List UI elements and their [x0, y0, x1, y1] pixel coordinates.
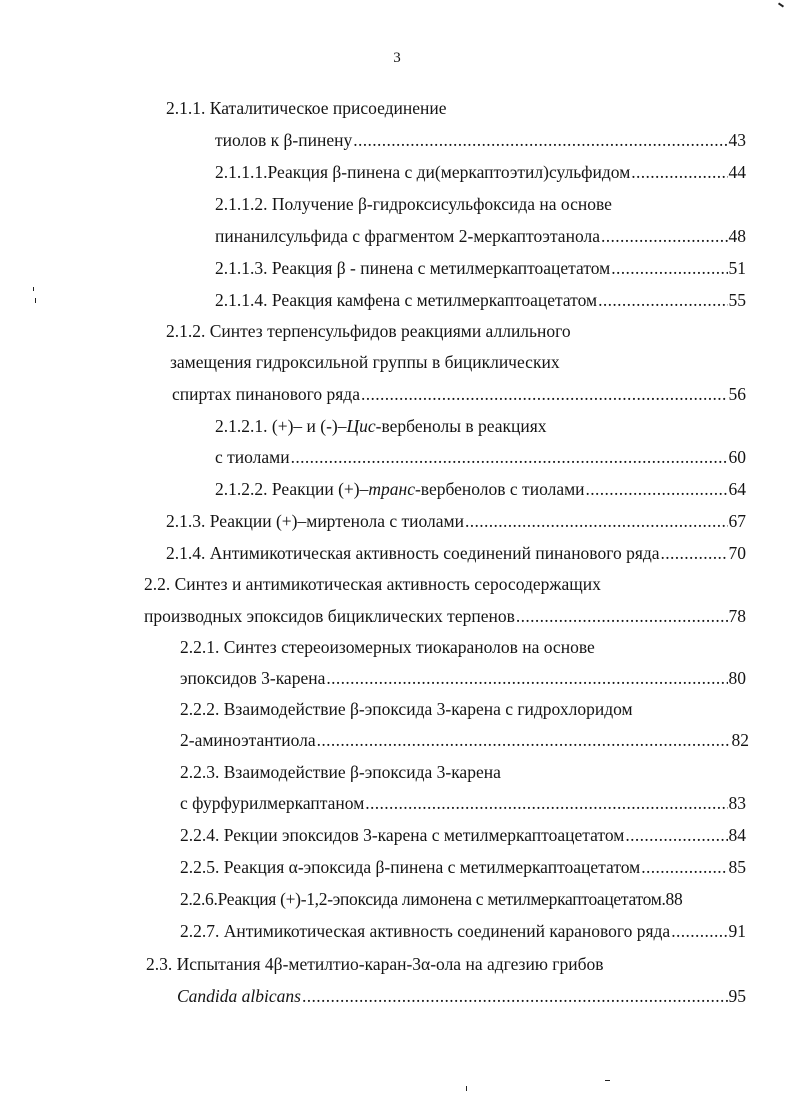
toc-text-italic: Candida albicans [177, 986, 301, 1006]
toc-text: 2.1.3. Реакции (+)–миртенола с тиолами [166, 511, 464, 531]
toc-leader [365, 793, 727, 813]
toc-leader [465, 511, 728, 531]
toc-page: 95 [728, 986, 746, 1006]
toc-text: 2.2.4. Рекции эпоксидов 3-карена с метилмеркаптоацетатом [180, 825, 625, 845]
toc-page: 70 [728, 543, 746, 563]
toc-page: 51 [728, 258, 746, 278]
scan-speck [35, 298, 36, 303]
toc-text: 2.2.7. Антимикотическая активность соединений каранового ряда [180, 921, 671, 941]
toc-entry-2-3 [177, 986, 746, 1006]
toc-text: 2.2.5. Реакция α-эпоксида β-пинена с метилмеркаптоацетатом [180, 857, 641, 877]
toc-leader [516, 606, 728, 626]
toc-entry-2-2-5 [180, 857, 746, 877]
toc-text-italic: транс [368, 479, 415, 499]
toc-text: с тиолами [215, 447, 290, 467]
toc-page: 80 [728, 668, 746, 688]
toc-entry-2-1-1-title: 2.1.1. Каталитическое присоединение [166, 98, 447, 118]
toc-page: 67 [728, 511, 746, 531]
toc-page: 44 [728, 162, 746, 182]
toc-leader [641, 857, 727, 877]
toc-entry-2-1-1-3 [215, 258, 746, 278]
toc-entry-2-1-4 [166, 543, 746, 563]
toc-entry-2-1-1 [215, 130, 746, 150]
scan-speck [466, 1086, 467, 1091]
toc-leader [625, 825, 727, 845]
toc-text: 2.1.1.3. Реакция β - пинена с метилмеркаптоацетатом [215, 258, 611, 278]
scan-speck [605, 1080, 610, 1081]
toc-page: 60 [728, 447, 746, 467]
toc-text: -вербенолы в реакциях [375, 416, 547, 436]
toc-page: 91 [728, 921, 746, 941]
toc-leader [661, 543, 728, 563]
toc-text-italic: Цис [346, 416, 376, 436]
toc-text: 2.1.2.1. (+)– и (-)– [215, 416, 347, 436]
toc-entry-2-2-7 [180, 921, 746, 941]
toc-entry-2-1-2-1 [215, 447, 746, 467]
toc-entry-2-1-2-line2: замещения гидроксильной группы в бициклических [170, 352, 560, 372]
toc-page: 78 [728, 606, 746, 626]
toc-page: 43 [728, 130, 746, 150]
toc-leader [598, 290, 727, 310]
toc-entry-2-2-1-title: 2.2.1. Синтез стереоизомерных тиокаранолов на основе [180, 637, 595, 657]
toc-entry-2-1-1-2-title: 2.1.1.2. Получение β-гидроксисульфоксида на основе [215, 194, 612, 214]
toc-page: 55 [728, 290, 746, 310]
toc-page: 48 [728, 226, 746, 246]
toc-leader [601, 226, 728, 246]
toc-entry-2-3-title: 2.3. Испытания 4β-метилтио-каран-3α-ола на адгезию грибов [146, 954, 604, 974]
toc-page: 56 [728, 384, 746, 404]
toc-leader [611, 258, 727, 278]
scan-speck [778, 2, 784, 7]
toc-entry-2-1-1-1 [215, 162, 746, 182]
toc-text: 2.1.2.2. Реакции (+)– [215, 479, 369, 499]
page-number: 3 [393, 50, 401, 66]
toc-page: 82 [731, 730, 749, 750]
toc-text: спиртах пинанового ряда [172, 384, 360, 404]
toc-entry-2-2-3-title: 2.2.3. Взаимодействие β-эпоксида 3-карена [180, 762, 501, 782]
toc-leader [586, 479, 728, 499]
toc-entry-2-2-3 [180, 793, 746, 813]
toc-entry-2-1-2-1-title [215, 416, 547, 436]
toc-entry-2-2-2 [180, 730, 749, 750]
toc-entry-2-1-1-2 [215, 226, 746, 246]
toc-page: 83 [728, 793, 746, 813]
toc-entry-2-2 [144, 606, 746, 626]
toc-leader [361, 384, 728, 404]
toc-text: с фурфурилмеркаптаном [180, 793, 365, 813]
toc-text: -вербенолов с тиолами [414, 479, 585, 499]
toc-page: 85 [728, 857, 746, 877]
toc-entry-2-1-2-2 [215, 479, 746, 499]
toc-leader [671, 921, 727, 941]
toc-leader [291, 447, 728, 467]
toc-text: эпоксидов 3-карена [180, 668, 326, 688]
toc-leader [302, 986, 728, 1006]
toc-entry-2-2-6: 2.2.6.Реакция (+)-1,2-эпоксида лимонена с метилмеркаптоацетатом.88 [180, 889, 683, 909]
toc-entry-2-2-4 [180, 825, 746, 845]
toc-entry-2-1-3 [166, 511, 746, 531]
toc-text: 2.1.4. Антимикотическая активность соединений пинанового ряда [166, 543, 660, 563]
toc-leader [326, 668, 727, 688]
toc-text: 2.1.1.1.Реакция β-пинена с ди(меркаптоэтил)сульфидом [215, 162, 631, 182]
toc-text: тиолов к β-пинену [215, 130, 353, 150]
toc-text: пинанилсульфида с фрагментом 2-меркаптоэтанола [215, 226, 600, 246]
toc-text: 2-аминоэтантиола [180, 730, 316, 750]
toc-text: производных эпоксидов бициклических терпенов [144, 606, 515, 626]
toc-page: 64 [728, 479, 746, 499]
toc-entry-2-2-1 [180, 668, 746, 688]
toc-page: 84 [728, 825, 746, 845]
toc-entry-2-1-2 [172, 384, 746, 404]
toc-entry-2-1-1-4 [215, 290, 746, 310]
toc-text: 2.1.1.4. Реакция камфена с метилмеркаптоацетатом [215, 290, 598, 310]
toc-text [215, 479, 585, 499]
toc-leader [317, 730, 731, 750]
toc-entry-2-2-2-title: 2.2.2. Взаимодействие β-эпоксида 3-карена с гидрохлоридом [180, 699, 633, 719]
toc-leader [353, 130, 727, 150]
toc-leader [631, 162, 727, 182]
toc-entry-2-2-line1: 2.2. Синтез и антимикотическая активность серосодержащих [144, 574, 601, 594]
toc-entry-2-1-2-line1: 2.1.2. Синтез терпенсульфидов реакциями аллильного [166, 321, 571, 341]
scan-speck [33, 287, 34, 291]
